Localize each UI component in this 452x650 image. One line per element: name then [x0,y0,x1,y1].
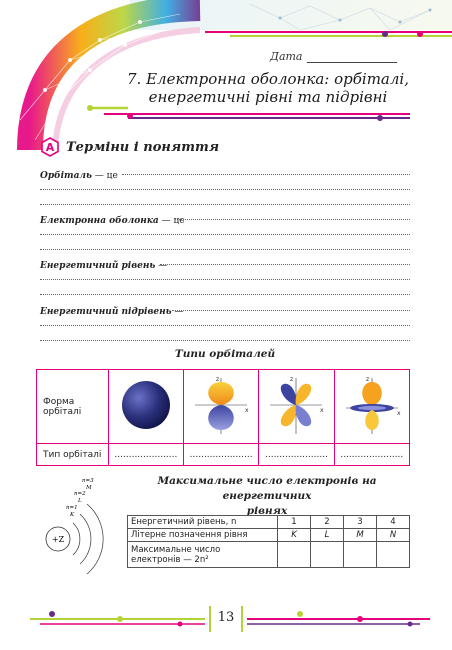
type-blank[interactable]: ...................... [183,444,258,466]
table-cell: 3 [344,516,377,529]
term-energy-sublevel [40,299,183,318]
term-shell-tail: — це [158,216,185,226]
table-cell: 1 [278,516,311,529]
table-cell: L [311,529,344,542]
term-sublevel-tail: — [171,307,184,317]
row-label-max-2: електронів — 2n² [131,554,209,565]
date-field [270,50,397,63]
shell-L: L [78,498,82,504]
term-orbital-tail: — це [91,171,118,181]
row-label-max [128,542,278,568]
axis-z-label: z [216,376,220,383]
section-a-title: Терміни і поняття [66,139,220,155]
table-cell: K [278,529,311,542]
orbital-s-cell [108,370,183,444]
max-electrons-heading [122,474,412,519]
row-type-label: Тип орбіталі [37,444,109,466]
row-label-level: Енергетичний рівень, n [128,516,278,529]
term-electron-shell [40,208,185,227]
answer-line[interactable] [40,340,410,341]
section-a-heading [40,137,219,157]
footer-decoration [0,600,452,650]
answer-line[interactable] [40,189,410,190]
term-energy-level [40,253,167,272]
term-sublevel-label: Енергетичний підрівень [40,307,172,317]
term-shell-label: Електронна оболонка [40,216,159,226]
row-shape-label [37,370,109,444]
shell-n2: n=2 [74,491,86,497]
hexagon-badge-icon [40,137,60,157]
answer-line[interactable] [122,174,410,175]
term-orbital-label: Орбіталь [40,171,92,181]
term-level-label: Енергетичний рівень [40,261,156,271]
shell-K: K [70,512,75,518]
axis-x-label: x [320,407,325,414]
orbital-table [36,369,410,466]
answer-line[interactable] [40,204,410,205]
nucleus-label: +Z [51,535,65,544]
answer-line[interactable] [40,325,410,326]
axis-x-label: x [245,407,249,414]
badge-letter: A [45,141,55,154]
answer-cell[interactable] [278,542,311,568]
table-cell: N [377,529,410,542]
axis-x-label: x [396,410,401,417]
orbital-dz2-cell [334,370,409,444]
table-row [128,542,410,568]
s-orbital-sphere-icon [116,375,176,435]
table-cell: 2 [311,516,344,529]
answer-cell[interactable] [311,542,344,568]
title-line-2: енергетичні рівні та підрівні [148,88,388,106]
answer-line[interactable] [40,279,410,280]
type-blank[interactable]: ...................... [334,444,409,466]
orbital-p-cell [183,370,258,444]
axis-z-label: z [365,376,369,383]
term-orbital [40,163,118,182]
shell-M: M [86,485,92,491]
max-electrons-heading-2: рівнях [246,505,288,517]
shell-n3: n=3 [82,478,94,484]
table-row [128,529,410,542]
shell-n1: n=1 [66,505,78,511]
dz2-orbital-icon [340,372,404,438]
orbital-d-cell [259,370,334,444]
answer-line[interactable] [40,294,410,295]
page-number: 13 [217,610,235,625]
electrons-table [127,515,410,568]
row-label-max-1: Максимальне число [131,544,221,555]
axis-z-label: z [290,376,294,383]
answer-line[interactable] [160,264,410,265]
p-orbital-icon [189,372,253,438]
term-level-tail: — [155,261,168,271]
orbital-types-heading: Типи орбіталей [174,348,276,360]
table-cell: M [344,529,377,542]
max-electrons-heading-1: Максимальне число електронів на енергетичних [157,475,377,502]
answer-line[interactable] [172,310,410,311]
answer-line[interactable] [40,249,410,250]
answer-line[interactable] [175,219,410,220]
page-title [118,70,418,106]
date-label: Дата [270,50,303,63]
row-label-letter: Літерне позначення рівня [128,529,278,542]
row-shape-label-1: Форма [43,396,75,407]
d-orbital-icon [264,372,328,438]
title-line-1: 7. Електронна оболонка: орбіталі, [126,70,409,88]
date-blank[interactable] [307,62,397,63]
answer-cell[interactable] [377,542,410,568]
type-blank[interactable]: ...................... [108,444,183,466]
type-blank[interactable]: ...................... [259,444,334,466]
table-cell: 4 [377,516,410,529]
row-shape-label-2: орбіталі [43,406,82,417]
answer-line[interactable] [40,234,410,235]
table-row [128,516,410,529]
answer-cell[interactable] [344,542,377,568]
atom-shells-diagram [28,476,124,580]
